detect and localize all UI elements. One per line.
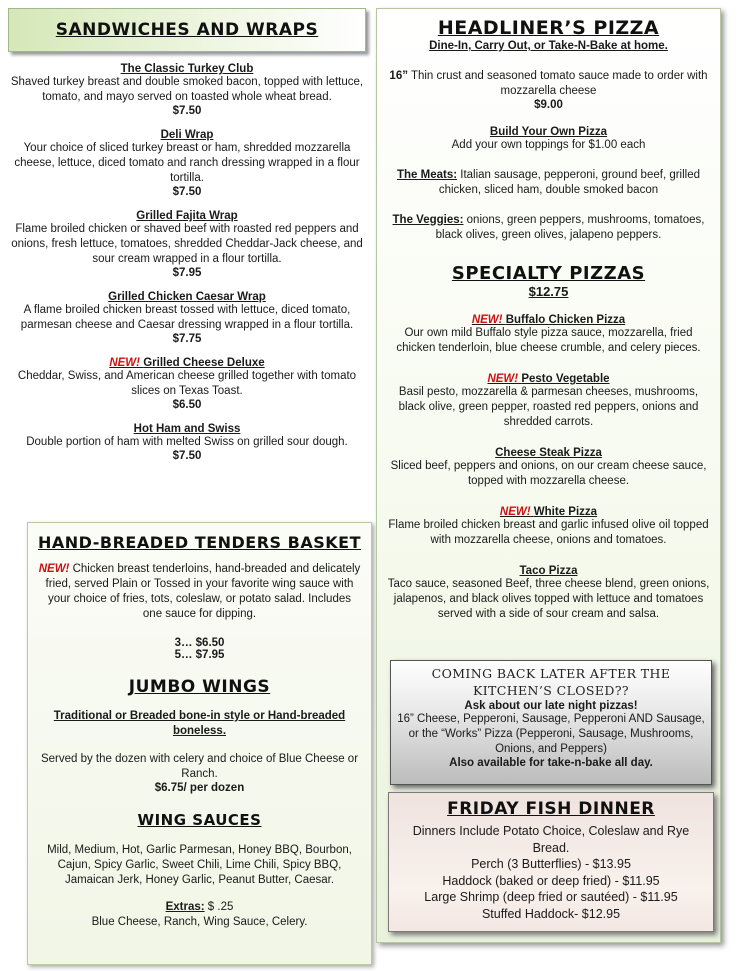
item-description: Our own mild Buffalo style pizza sauce, mozzarella, fried chicken tenderloin, blue cheese crumble, and celery pieces. — [396, 327, 701, 354]
item-description: Flame broiled chicken breast and garlic infused olive oil topped with mozzarella cheese, onions and tomatoes. — [388, 519, 709, 546]
sandwiches-header — [8, 8, 366, 52]
veggies-label: The Veggies: — [392, 214, 464, 226]
item-description: Double portion of ham with melted Swiss on grilled sour dough. — [26, 436, 348, 448]
veggies-row — [385, 213, 712, 243]
new-badge: NEW! — [109, 357, 140, 369]
new-badge: NEW! — [38, 563, 70, 575]
new-badge: NEW! — [487, 373, 519, 385]
wings-price: $6.75/ per dozen — [154, 782, 245, 794]
meats-label: The Meats: — [396, 169, 458, 181]
late-night-ask: Ask about our late night pizzas! — [464, 700, 638, 712]
sauces-list: Mild, Medium, Hot, Garlic Parmesan, Honey BBQ, Bourbon, Cajun, Spicy Garlic, Sweet Chili, Lime Chili, Spicy BBQ, Jamaican Jerk, Honey Garlic, Peanut Butter, Caesar. — [47, 844, 352, 886]
extras-label: Extras: — [165, 901, 205, 913]
sauces-title: WING SAUCES — [137, 811, 262, 829]
specialty-item — [385, 565, 712, 622]
byo-title: Build Your Own Pizza — [489, 126, 608, 138]
pizza-base-row — [385, 69, 712, 99]
sandwiches-list — [8, 52, 366, 462]
menu-item — [8, 357, 366, 411]
item-name-row — [8, 357, 366, 369]
new-badge: NEW! — [499, 506, 531, 518]
item-price: $7.50 — [172, 450, 202, 462]
pizza-base-price: $9.00 — [534, 99, 563, 111]
item-name: Cheese Steak Pizza — [495, 447, 602, 459]
menu-item — [8, 129, 366, 198]
fish-line: Haddock (baked or deep fried) - $11.95 — [442, 873, 660, 888]
item-description: Cheddar, Swiss, and American cheese grilled together with tomato slices on Texas Toast. — [17, 370, 357, 397]
item-name-row — [385, 314, 712, 326]
specialty-title: SPECIALTY PIZZAS — [451, 263, 646, 284]
item-price: $7.75 — [172, 333, 202, 345]
sandwiches-title: SANDWICHES AND WRAPS — [55, 20, 319, 40]
tenders-price-3: 3… $6.50 — [174, 637, 225, 649]
sandwiches-section — [8, 8, 366, 508]
pizza-title: HEADLINER’S PIZZA — [437, 17, 660, 39]
item-description: Basil pesto, mozzarella & parmesan cheeses, mushrooms, black olive, green pepper, roasted red peppers, onions and shredded carrots. — [398, 386, 699, 428]
tenders-title: HAND-BREADED TENDERS BASKET — [38, 533, 361, 552]
extras-row — [38, 900, 361, 915]
menu-item — [8, 291, 366, 345]
pizza-base-description: Thin crust and seasoned tomato sauce made to order with mozzarella cheese — [407, 70, 708, 97]
item-price: $7.95 — [172, 267, 202, 279]
tenders-description: Chicken breast tenderloins, hand-breaded and delicately fried, served Plain or Tossed in your favorite wing sauce with your choice of fries, tots, coleslaw, or potato salad. Includes one sauce for dipping. — [45, 563, 361, 620]
item-price: $6.50 — [172, 399, 202, 411]
pizza-size: 16” — [389, 70, 408, 82]
item-name: Taco Pizza — [519, 565, 578, 577]
specialty-price: $12.75 — [528, 284, 569, 299]
pizza-subtitle: Dine-In, Carry Out, or Take-N-Bake at home. — [429, 40, 668, 52]
specialty-item — [385, 447, 712, 489]
specialty-item — [385, 373, 712, 430]
extras-price: $ .25 — [204, 901, 234, 913]
wings-description: Served by the dozen with celery and choice of Blue Cheese or Ranch. — [40, 753, 359, 780]
tenders-wings-section — [27, 522, 372, 965]
veggies-list: onions, green peppers, mushrooms, tomatoes, black olives, green olives, jalapeno peppers. — [435, 214, 705, 241]
specialty-item — [385, 314, 712, 356]
item-price: $7.50 — [172, 186, 202, 198]
item-name: Pesto Vegetable — [521, 373, 610, 385]
menu-item — [8, 210, 366, 279]
wings-title: JUMBO WINGS — [128, 677, 271, 697]
fish-line: Large Shrimp (deep fried or sautéed) - $11.95 — [424, 890, 678, 904]
fish-dinner-box — [388, 792, 714, 932]
item-description: Taco sauce, seasoned Beef, three cheese blend, green onions, jalapenos, and black olives topped with lettuce and tomatoes served with a side of sour cream and salsa. — [387, 578, 710, 620]
late-night-box — [390, 660, 712, 785]
late-night-description: 16” Cheese, Pepperoni, Sausage, Pepperoni AND Sausage, or the “Works” Pizza (Pepperoni, Sausage, Mushrooms, Onions, and Peppers) — [397, 713, 705, 755]
meats-list: Italian sausage, pepperoni, ground beef, grilled chicken, sliced ham, double smoked bacon — [438, 169, 701, 196]
item-name: Grilled Cheese Deluxe — [143, 357, 265, 369]
item-description: A flame broiled chicken breast tossed with lettuce, diced tomato, parmesan cheese and Caesar dressing wrapped in a flour tortilla. — [20, 304, 354, 331]
item-name: Hot Ham and Swiss — [133, 423, 241, 435]
new-badge: NEW! — [471, 314, 503, 326]
item-description: Your choice of sliced turkey breast or ham, shredded mozzarella cheese, lettuce, diced tomato and ranch dressing wrapped in a flour tortilla. — [14, 142, 360, 184]
menu-item — [8, 63, 366, 117]
item-name: Buffalo Chicken Pizza — [505, 314, 626, 326]
tenders-price-5: 5… $7.95 — [174, 649, 225, 661]
menu-item — [8, 423, 366, 462]
tenders-description-row — [38, 562, 361, 622]
item-name: Deli Wrap — [160, 129, 214, 141]
item-description: Sliced beef, peppers and onions, on our cream cheese sauce, topped with mozzarella cheese. — [390, 460, 707, 487]
late-night-note: Also available for take-n-bake all day. — [449, 757, 653, 769]
extras-list: Blue Cheese, Ranch, Wing Sauce, Celery. — [91, 916, 308, 928]
item-name: Grilled Chicken Caesar Wrap — [108, 291, 266, 303]
item-description: Flame broiled chicken or shaved beef with roasted red peppers and onions, fresh lettuce, tomatoes, shredded Cheddar-Jack cheese, and sour cream wrapped in a flour tortilla. — [11, 223, 363, 265]
item-description: Shaved turkey breast and double smoked bacon, topped with lettuce, tomato, and mayo served on toasted whole wheat bread. — [10, 76, 364, 103]
fish-title: FRIDAY FISH DINNER — [447, 799, 655, 819]
item-name: White Pizza — [533, 506, 598, 518]
fish-intro: Dinners Include Potato Choice, Coleslaw and Rye Bread. — [412, 824, 690, 855]
late-night-title: COMING BACK LATER AFTER THE KITCHEN’S CLOSED?? — [431, 666, 671, 698]
item-name-row — [385, 506, 712, 518]
fish-line: Perch (3 Butterflies) - $13.95 — [471, 857, 631, 871]
item-name: Grilled Fajita Wrap — [136, 210, 238, 222]
byo-description: Add your own toppings for $1.00 each — [451, 139, 646, 151]
item-name-row — [385, 373, 712, 385]
item-price: $7.50 — [172, 105, 202, 117]
wings-style: Traditional or Breaded bone-in style or Hand-breaded boneless. — [53, 710, 346, 737]
fish-line: Stuffed Haddock- $12.95 — [481, 906, 621, 921]
meats-row — [385, 168, 712, 198]
specialty-item — [385, 506, 712, 548]
item-name: The Classic Turkey Club — [120, 63, 254, 75]
